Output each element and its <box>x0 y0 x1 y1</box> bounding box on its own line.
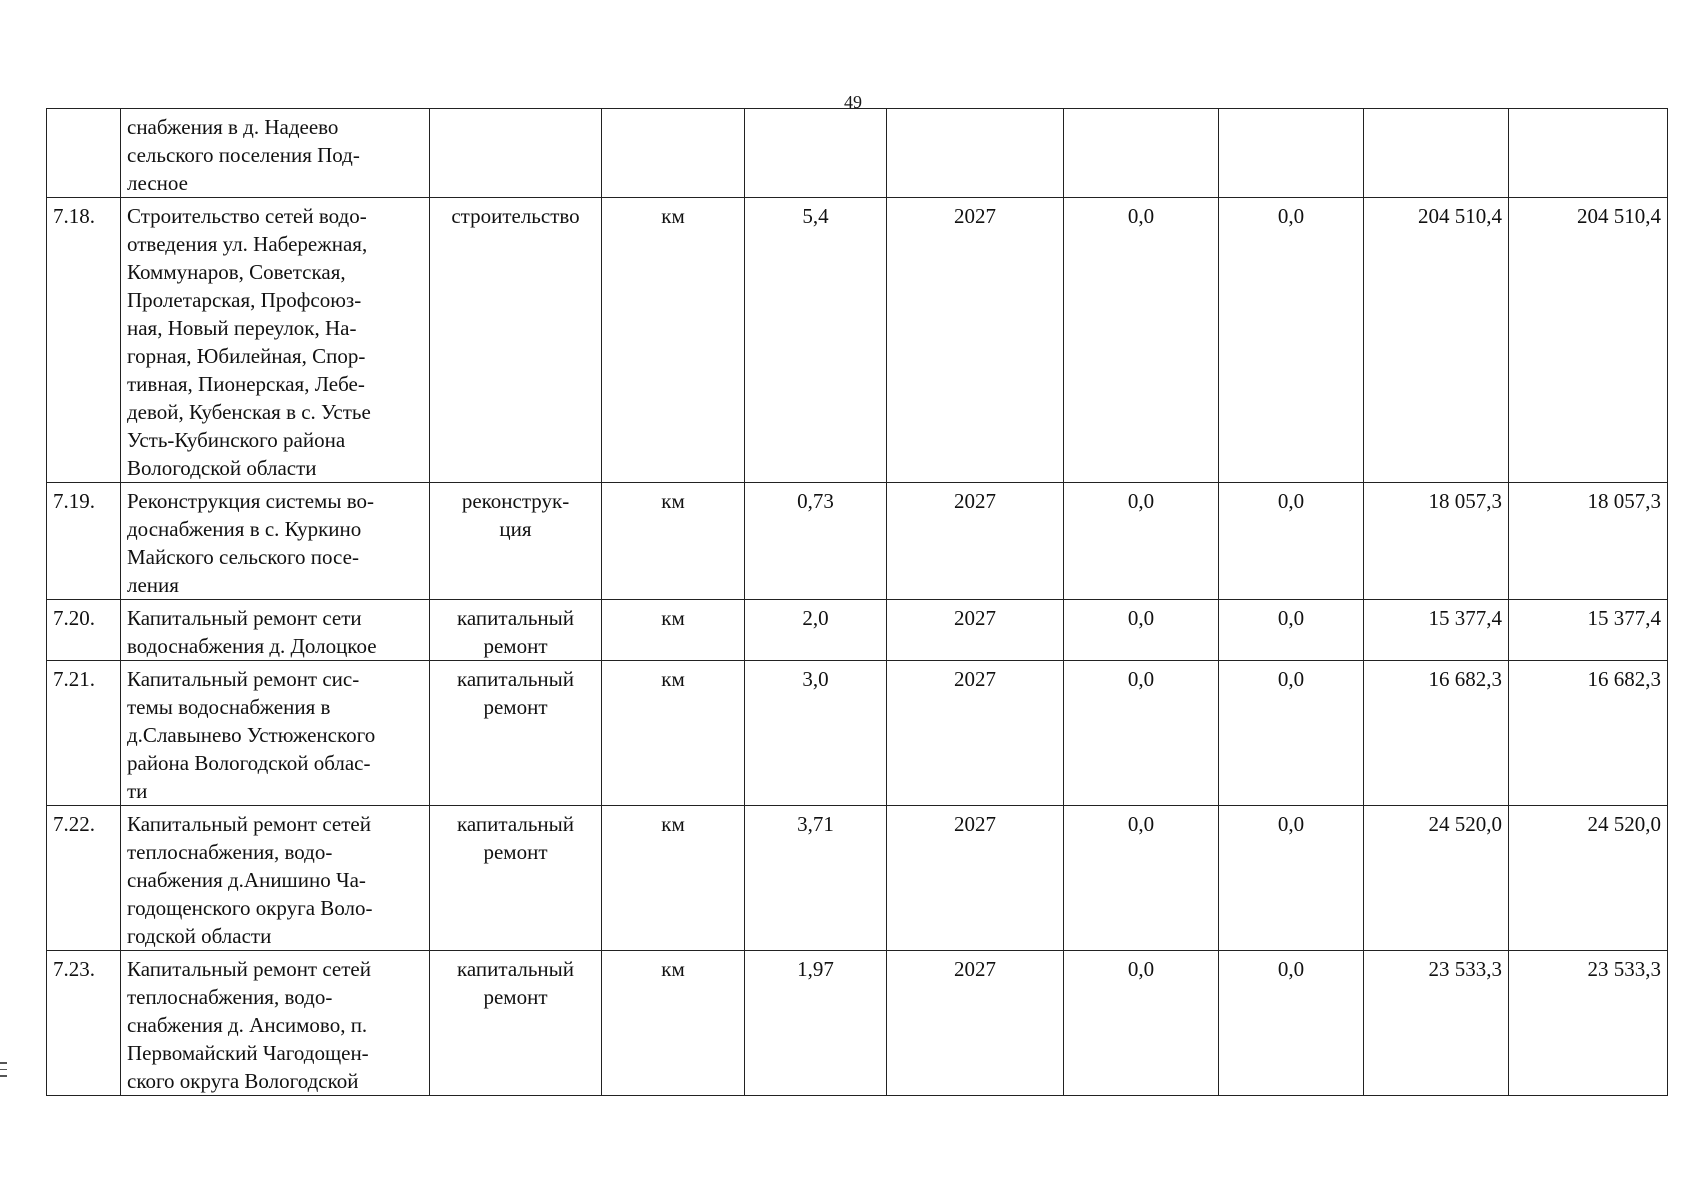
quantity-cell: 3,0 <box>745 661 887 806</box>
unit-cell: км <box>602 483 745 600</box>
item-name-line: Строительство сетей водо- <box>127 204 367 228</box>
item-name-line: ского округа Вологодской <box>127 1069 359 1093</box>
work-type-cell <box>430 661 602 806</box>
table-row <box>47 600 1668 661</box>
unit-cell <box>602 109 745 198</box>
table-row <box>47 806 1668 951</box>
amount-cell-4: 24 520,0 <box>1509 806 1668 951</box>
amount-cell-3: 24 520,0 <box>1364 806 1509 951</box>
item-number-cell: 7.22. <box>47 806 121 951</box>
amount-cell-2: 0,0 <box>1219 806 1364 951</box>
unit-cell: км <box>602 600 745 661</box>
work-type-line: ремонт <box>483 840 548 864</box>
table-row <box>47 951 1668 1096</box>
work-type-cell <box>430 806 602 951</box>
item-number-cell: 7.20. <box>47 600 121 661</box>
item-name-line: Пролетарская, Профсоюз- <box>127 288 362 312</box>
item-name-line: Вологодской области <box>127 456 317 480</box>
amount-cell-3: 16 682,3 <box>1364 661 1509 806</box>
unit-cell: км <box>602 806 745 951</box>
amount-cell-4: 16 682,3 <box>1509 661 1668 806</box>
item-name-line: Первомайский Чагодощен- <box>127 1041 369 1065</box>
table-row <box>47 661 1668 806</box>
item-name-line: Майского сельского посе- <box>127 545 359 569</box>
item-name-line: д.Славынево Устюженского <box>127 723 376 747</box>
amount-cell-2: 0,0 <box>1219 483 1364 600</box>
work-type-line: капитальный <box>457 812 574 836</box>
table-row <box>47 109 1668 198</box>
amount-cell-1: 0,0 <box>1064 198 1219 483</box>
unit-cell: км <box>602 198 745 483</box>
quantity-cell: 3,71 <box>745 806 887 951</box>
table-row <box>47 198 1668 483</box>
work-type-line: капитальный <box>457 606 574 630</box>
item-name-line: водоснабжения д. Долоцкое <box>127 634 377 658</box>
amount-cell-1: 0,0 <box>1064 806 1219 951</box>
amount-cell-1 <box>1064 109 1219 198</box>
year-cell: 2027 <box>887 951 1064 1096</box>
item-name-line: девой, Кубенская в с. Устье <box>127 400 371 424</box>
item-name-line: сельского поселения Под- <box>127 143 360 167</box>
item-name-line: снабжения д. Ансимово, п. <box>127 1013 368 1037</box>
work-type-line: ремонт <box>483 985 548 1009</box>
item-name-cell <box>121 600 430 661</box>
work-type-line: ремонт <box>483 695 548 719</box>
item-name-line: тивная, Пионерская, Лебе- <box>127 372 365 396</box>
item-name-line: Коммунаров, Советская, <box>127 260 346 284</box>
work-type-cell <box>430 109 602 198</box>
item-name-line: теплоснабжения, водо- <box>127 840 333 864</box>
year-cell: 2027 <box>887 198 1064 483</box>
item-name-line: Реконструкция системы во- <box>127 489 374 513</box>
amount-cell-2: 0,0 <box>1219 951 1364 1096</box>
work-type-line: капитальный <box>457 957 574 981</box>
item-name-line: темы водоснабжения в <box>127 695 331 719</box>
page-number: 49 <box>844 92 862 112</box>
work-type-line: капитальный <box>457 667 574 691</box>
works-table <box>46 108 1668 1096</box>
amount-cell-2 <box>1219 109 1364 198</box>
item-number-cell: 7.18. <box>47 198 121 483</box>
quantity-cell: 2,0 <box>745 600 887 661</box>
work-type-cell <box>430 951 602 1096</box>
work-type-cell <box>430 600 602 661</box>
year-cell <box>887 109 1064 198</box>
amount-cell-3 <box>1364 109 1509 198</box>
quantity-cell: 1,97 <box>745 951 887 1096</box>
work-type-line: строительство <box>451 204 580 228</box>
item-name-line: отведения ул. Набережная, <box>127 232 368 256</box>
item-name-cell <box>121 661 430 806</box>
item-name-line: годской области <box>127 924 272 948</box>
amount-cell-2: 0,0 <box>1219 198 1364 483</box>
item-name-line: Капитальный ремонт сети <box>127 606 362 630</box>
work-type-line: ремонт <box>483 634 548 658</box>
item-name-line: теплоснабжения, водо- <box>127 985 333 1009</box>
item-name-cell <box>121 198 430 483</box>
item-number-cell: 7.21. <box>47 661 121 806</box>
quantity-cell <box>745 109 887 198</box>
work-type-cell <box>430 483 602 600</box>
item-name-cell <box>121 483 430 600</box>
item-number-cell: 7.23. <box>47 951 121 1096</box>
item-name-line: ти <box>127 779 148 803</box>
amount-cell-3: 18 057,3 <box>1364 483 1509 600</box>
unit-cell: км <box>602 661 745 806</box>
amount-cell-4: 18 057,3 <box>1509 483 1668 600</box>
item-name-line: ная, Новый переулок, На- <box>127 316 357 340</box>
item-name-line: Капитальный ремонт сетей <box>127 957 371 981</box>
item-name-cell <box>121 806 430 951</box>
item-name-line: ления <box>127 573 179 597</box>
item-name-line: снабжения д.Анишино Ча- <box>127 868 366 892</box>
amount-cell-2: 0,0 <box>1219 600 1364 661</box>
item-name-line: Капитальный ремонт сис- <box>127 667 360 691</box>
amount-cell-4: 204 510,4 <box>1509 198 1668 483</box>
amount-cell-1: 0,0 <box>1064 661 1219 806</box>
item-name-line: годощенского округа Воло- <box>127 896 373 920</box>
item-name-line: горная, Юбилейная, Спор- <box>127 344 366 368</box>
amount-cell-3: 23 533,3 <box>1364 951 1509 1096</box>
unit-cell: км <box>602 951 745 1096</box>
item-name-line: района Вологодской облас- <box>127 751 371 775</box>
item-name-line: снабжения в д. Надеево <box>127 115 339 139</box>
amount-cell-3: 204 510,4 <box>1364 198 1509 483</box>
item-name-line: Усть-Кубинского района <box>127 428 346 452</box>
scan-margin-mark <box>0 1062 8 1082</box>
work-type-cell <box>430 198 602 483</box>
table-body <box>47 109 1668 1096</box>
work-type-line: реконструк- <box>461 489 570 513</box>
year-cell: 2027 <box>887 600 1064 661</box>
item-name-line: лесное <box>127 171 188 195</box>
amount-cell-4: 15 377,4 <box>1509 600 1668 661</box>
amount-cell-1: 0,0 <box>1064 951 1219 1096</box>
item-name-cell <box>121 109 430 198</box>
year-cell: 2027 <box>887 661 1064 806</box>
year-cell: 2027 <box>887 806 1064 951</box>
item-name-line: доснабжения в с. Куркино <box>127 517 362 541</box>
item-name-line: Капитальный ремонт сетей <box>127 812 371 836</box>
item-name-cell <box>121 951 430 1096</box>
amount-cell-1: 0,0 <box>1064 600 1219 661</box>
quantity-cell: 5,4 <box>745 198 887 483</box>
item-number-cell: 7.19. <box>47 483 121 600</box>
work-type-line: ция <box>499 517 532 541</box>
item-number-cell <box>47 109 121 198</box>
amount-cell-1: 0,0 <box>1064 483 1219 600</box>
amount-cell-4: 23 533,3 <box>1509 951 1668 1096</box>
amount-cell-2: 0,0 <box>1219 661 1364 806</box>
amount-cell-3: 15 377,4 <box>1364 600 1509 661</box>
quantity-cell: 0,73 <box>745 483 887 600</box>
year-cell: 2027 <box>887 483 1064 600</box>
table-row <box>47 483 1668 600</box>
amount-cell-4 <box>1509 109 1668 198</box>
